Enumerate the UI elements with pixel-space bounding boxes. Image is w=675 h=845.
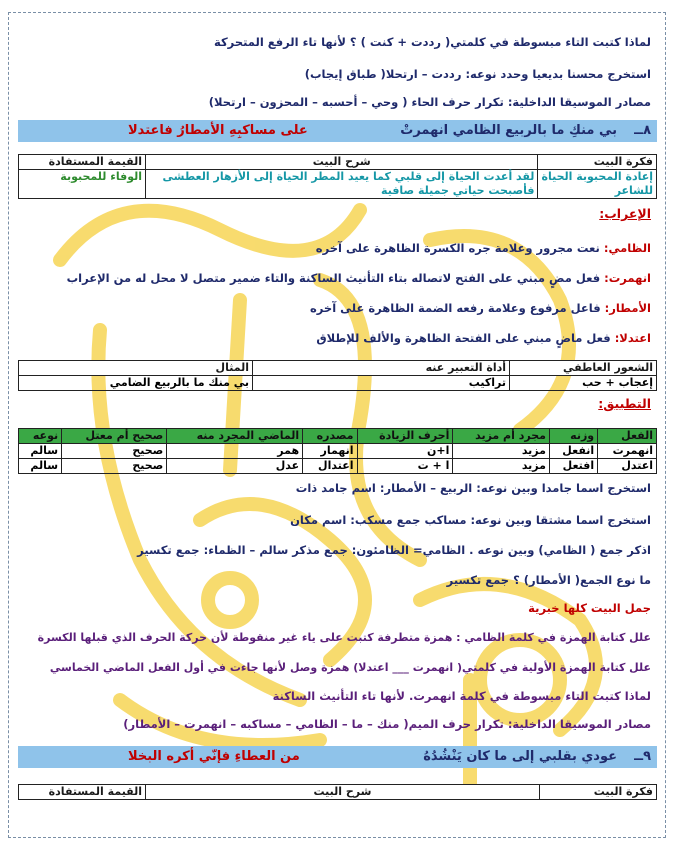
table-header: نوعه: [19, 429, 62, 444]
table-cell: مزيد: [453, 444, 550, 459]
table-cell: سالم: [19, 459, 62, 474]
exercise-line: استخرج اسما مشتقا وبين نوعه: مساكب جمع مسكب: اسم مكان: [290, 513, 651, 527]
table-cell: عدل: [167, 459, 303, 474]
exercise-line: ما نوع الجمع( الأمطار) ؟ جمع تكسير: [446, 573, 651, 587]
question-line: استخرج محسنا بديعيا وحدد نوعه: رددت – ارتحلا( طباق إيجاب): [304, 67, 651, 81]
table-cell: تراكيب: [253, 376, 510, 391]
table-header: شرح البيت: [146, 155, 538, 170]
table-header: القيمة المستفادة: [19, 155, 146, 170]
table-cell: سالم: [19, 444, 62, 459]
exercise-line: لماذا كتبت التاء مبسوطة في كلمة انهمرت. لأنها تاء التأنيث الساكنة: [272, 689, 651, 703]
emotion-table: [18, 360, 657, 391]
verse-number: ٨ــ: [634, 123, 651, 138]
table-cell: انفعل: [549, 444, 597, 459]
table-header: صحيح أم معتل: [62, 429, 167, 444]
verb-analysis-table: [18, 428, 657, 474]
verse-9-table: [18, 784, 657, 800]
table-header: أداة التعبير عنه: [253, 361, 510, 376]
table-cell: صحيح: [62, 459, 167, 474]
table-cell: انهمرت: [598, 444, 657, 459]
table-header: فكرة البيت: [540, 785, 657, 800]
exercise-line: استخرج اسما جامدا وبين نوعه: الربيع – الأمطار: اسم جامد ذات: [295, 481, 651, 495]
verse-number: ٩ــ: [634, 749, 651, 764]
irab-title: الإعراب:: [599, 206, 651, 221]
exercise-line: جمل البيت كلها خبرية: [528, 601, 651, 615]
verse-first-hemistich: بي منكِ ما بالربيع الظامي انهمرتْ: [400, 123, 617, 138]
table-cell: همر: [167, 444, 303, 459]
table-cell: اعتدل: [598, 459, 657, 474]
table-cell: بي منك ما بالربيع الضامي: [19, 376, 253, 391]
table-header: الماضي المجرد منه: [167, 429, 303, 444]
verse-8-header: [18, 120, 657, 142]
exercise-line: علل كتابة الهمزة في كلمة الظامي : همزة متطرفة كتبت على ياء غير منقوطة لأن حركة الحرف الذي قبلها الكسرة: [37, 631, 651, 644]
table-header: مصدره: [303, 429, 357, 444]
table-cell: مزيد: [453, 459, 550, 474]
tatbiq-title: التطبيق:: [598, 396, 651, 411]
table-cell: صحيح: [62, 444, 167, 459]
table-header: مجرد أم مزيد: [453, 429, 550, 444]
irab-item: الظامي: نعت مجرور وعلامة جره الكسرة الظاهرة على آخره: [315, 241, 651, 255]
table-header: الشعور العاطفي: [510, 361, 657, 376]
table-cell: إعجاب + حب: [510, 376, 657, 391]
table-cell: افتعل: [549, 459, 597, 474]
verse-first-hemistich: عودي بقلبي إلى ما كان يَنْشُدُهُ: [423, 749, 617, 764]
exercise-line: اذكر جمع ( الظامي) وبين نوعه . الظامي= الظامئون: جمع مذكر سالم – الظماء: جمع تكسير: [137, 543, 651, 557]
table-cell: اعتدال: [303, 459, 357, 474]
table-header: فكرة البيت: [538, 155, 657, 170]
irab-item: اعتدلا: فعل ماضٍ مبني على الفتحة الظاهرة والألف للإطلاق: [316, 331, 651, 345]
idea-cell: إعادة المحبوبة الحياة للشاعر: [538, 170, 657, 199]
explanation-cell: لقد أعدت الحياة إلى قلبي كما يعيد المطر الحياة إلى الأزهار العطشى فأصبحت حياتي جميلة صافية: [146, 170, 538, 199]
table-cell: ا + ت: [357, 459, 453, 474]
table-header: شرح البيت: [146, 785, 540, 800]
table-header: القيمة المستفادة: [19, 785, 146, 800]
irab-item: انهمرت: فعل مضٍ مبني على الفتح لاتصاله بتاء التأنيث الساكنة والتاء ضمير متصل لا محل له من الإعراب: [66, 271, 651, 285]
verse-8-table: [18, 154, 657, 199]
table-header: الفعل: [598, 429, 657, 444]
verse-second-hemistich: على مساكبِهِ الأمطارُ فاعتدلا: [128, 123, 308, 138]
table-cell: انهمار: [303, 444, 357, 459]
exercise-line: علل كتابة الهمزة الأولية في كلمتي( انهمرت ___ اعتدلا) همزة وصل لأنها جاءت في أول الفعل الماضي الخماسي: [49, 661, 651, 674]
question-line: مصادر الموسيقا الداخلية: تكرار حرف الحاء ( وحي – أحسبه – المحزون – ارتحلا): [208, 95, 651, 109]
table-header: أحرف الزيادة: [357, 429, 453, 444]
irab-item: الأمطار: فاعل مرفوع وعلامة رفعه الضمة الظاهرة على آخره: [309, 301, 651, 315]
table-header: المثال: [19, 361, 253, 376]
table-header: وزنه: [549, 429, 597, 444]
verse-second-hemistich: من العطاءِ فإنّي أكره البخلا: [128, 749, 300, 764]
verse-9-header: [18, 746, 657, 768]
question-line: لماذا كتبت التاء مبسوطة في كلمتي( رددت + كنت ) ؟ لأنها تاء الرفع المتحركة: [214, 35, 651, 49]
table-cell: ا+ن: [357, 444, 453, 459]
value-cell: الوفاء للمحبوبة: [19, 170, 146, 199]
exercise-line: مصادر الموسيقا الداخلية: تكرار حرف الميم( منك – ما – الظامي – مساكبه – انهمرت – الأمطار): [123, 717, 651, 731]
